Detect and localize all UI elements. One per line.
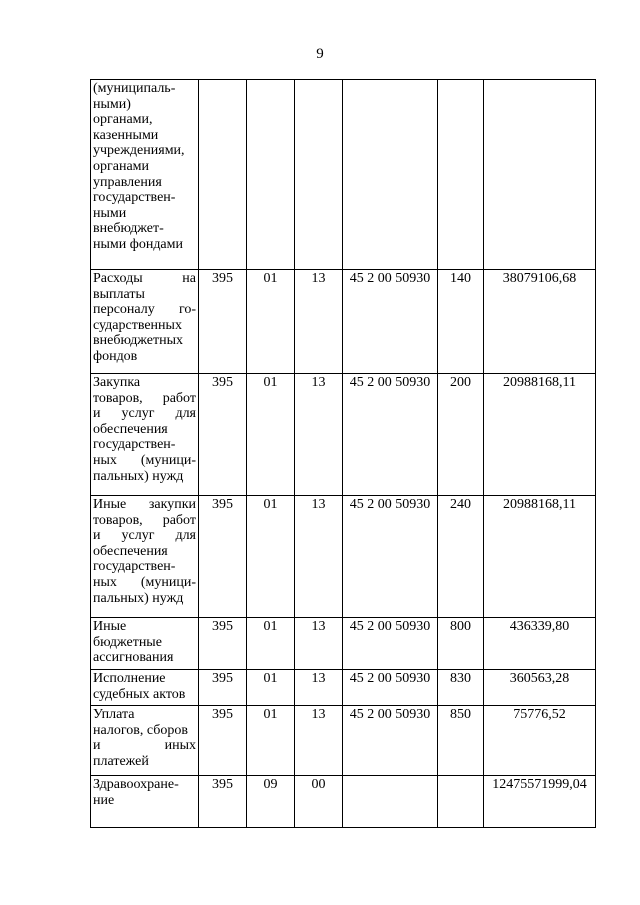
amount-cell [484, 80, 596, 270]
row-name-cell [91, 270, 199, 374]
row-name-line: Иные закупки [93, 497, 196, 512]
row-name-line: ных (муници- [93, 452, 196, 468]
row-name-line: и услуг для [93, 528, 196, 544]
subsection-code-cell: 13 [295, 374, 343, 496]
target-article-cell [343, 80, 438, 270]
section-code-cell [247, 80, 295, 270]
budget-table [90, 79, 596, 828]
amount-cell: 20988168,11 [484, 496, 596, 618]
amount-cell: 75776,52 [484, 706, 596, 776]
subsection-code-cell: 13 [295, 618, 343, 670]
target-article-cell: 45 2 00 50930 [343, 706, 438, 776]
admin-code-cell: 395 [199, 270, 247, 374]
row-name-line: товаров, работ [93, 512, 196, 528]
amount-cell: 436339,80 [484, 618, 596, 670]
row-name-line: пальных) нужд [93, 590, 184, 606]
row-name-line: судебных актов [93, 686, 186, 702]
row-name-line: ными [93, 205, 127, 221]
row-name-line: внебюджетных [93, 333, 184, 349]
row-name-line: пальных) нужд [93, 468, 184, 484]
row-name-line: учреждениями, [93, 143, 185, 159]
subsection-code-cell [295, 80, 343, 270]
row-name-line: ассигнования [93, 650, 174, 666]
target-article-cell: 45 2 00 50930 [343, 270, 438, 374]
subsection-code-cell: 13 [295, 706, 343, 776]
row-name-line: платежей [93, 753, 149, 769]
target-article-cell: 45 2 00 50930 [343, 670, 438, 706]
row-name-line: бюджетные [93, 634, 162, 650]
table-row [91, 496, 596, 618]
admin-code-cell: 395 [199, 776, 247, 828]
row-name-line: Иные [93, 619, 127, 634]
row-name-line: Расходы на [93, 271, 196, 286]
subsection-code-cell: 00 [295, 776, 343, 828]
row-name-cell [91, 496, 199, 618]
section-code-cell: 09 [247, 776, 295, 828]
row-name-line: персоналу го- [93, 302, 196, 318]
row-name-cell [91, 80, 199, 270]
row-name-cell [91, 618, 199, 670]
row-name-line: органами, [93, 112, 153, 128]
expense-type-cell [438, 80, 484, 270]
target-article-cell: 45 2 00 50930 [343, 496, 438, 618]
row-name-line: (муниципаль- [93, 81, 176, 96]
page-number: 9 [316, 46, 324, 62]
row-name-line: ние [93, 792, 115, 808]
table-row [91, 670, 596, 706]
row-name-line: сударственных [93, 317, 182, 333]
amount-cell: 12475571999,04 [484, 776, 596, 828]
row-name-line: ных (муници- [93, 574, 196, 590]
row-name-line: Здравоохране- [93, 777, 179, 792]
row-name-line: налогов, сборов [93, 722, 188, 738]
row-name-line: Исполнение [93, 671, 166, 686]
row-name-cell [91, 706, 199, 776]
row-name-line: Закупка [93, 375, 141, 390]
subsection-code-cell: 13 [295, 496, 343, 618]
table-row [91, 618, 596, 670]
amount-cell: 38079106,68 [484, 270, 596, 374]
amount-cell: 360563,28 [484, 670, 596, 706]
row-name-cell [91, 670, 199, 706]
row-name-cell [91, 776, 199, 828]
row-name-line: государствен- [93, 190, 176, 206]
expense-type-cell: 240 [438, 496, 484, 618]
row-name-line: ными) [93, 96, 131, 112]
row-name-cell [91, 374, 199, 496]
admin-code-cell: 395 [199, 618, 247, 670]
target-article-cell: 45 2 00 50930 [343, 618, 438, 670]
expense-type-cell [438, 776, 484, 828]
expense-type-cell: 850 [438, 706, 484, 776]
row-name-line: казенными [93, 127, 159, 143]
target-article-cell: 45 2 00 50930 [343, 374, 438, 496]
subsection-code-cell: 13 [295, 270, 343, 374]
subsection-code-cell: 13 [295, 670, 343, 706]
row-name-line: органами [93, 158, 150, 174]
table-row [91, 270, 596, 374]
expense-type-cell: 800 [438, 618, 484, 670]
admin-code-cell [199, 80, 247, 270]
table-row [91, 776, 596, 828]
amount-cell: 20988168,11 [484, 374, 596, 496]
row-name-line: Уплата [93, 707, 135, 722]
section-code-cell: 01 [247, 270, 295, 374]
section-code-cell: 01 [247, 618, 295, 670]
row-name-line: управления [93, 174, 162, 190]
section-code-cell: 01 [247, 374, 295, 496]
row-name-line: государствен- [93, 559, 176, 575]
row-name-line: и иных [93, 738, 196, 754]
expense-type-cell: 830 [438, 670, 484, 706]
row-name-line: государствен- [93, 437, 176, 453]
admin-code-cell: 395 [199, 706, 247, 776]
row-name-line: обеспечения [93, 543, 168, 559]
row-name-line: и услуг для [93, 406, 196, 422]
expense-type-cell: 140 [438, 270, 484, 374]
table-row [91, 374, 596, 496]
section-code-cell: 01 [247, 670, 295, 706]
row-name-line: внебюджет- [93, 221, 164, 237]
section-code-cell: 01 [247, 496, 295, 618]
row-name-line: обеспечения [93, 421, 168, 437]
expense-type-cell: 200 [438, 374, 484, 496]
row-name-line: ными фондами [93, 236, 184, 252]
table-row [91, 80, 596, 270]
section-code-cell: 01 [247, 706, 295, 776]
row-name-line: товаров, работ [93, 390, 196, 406]
row-name-line: выплаты [93, 286, 145, 302]
admin-code-cell: 395 [199, 374, 247, 496]
target-article-cell [343, 776, 438, 828]
admin-code-cell: 395 [199, 670, 247, 706]
row-name-line: фондов [93, 348, 138, 364]
table-row [91, 706, 596, 776]
admin-code-cell: 395 [199, 496, 247, 618]
